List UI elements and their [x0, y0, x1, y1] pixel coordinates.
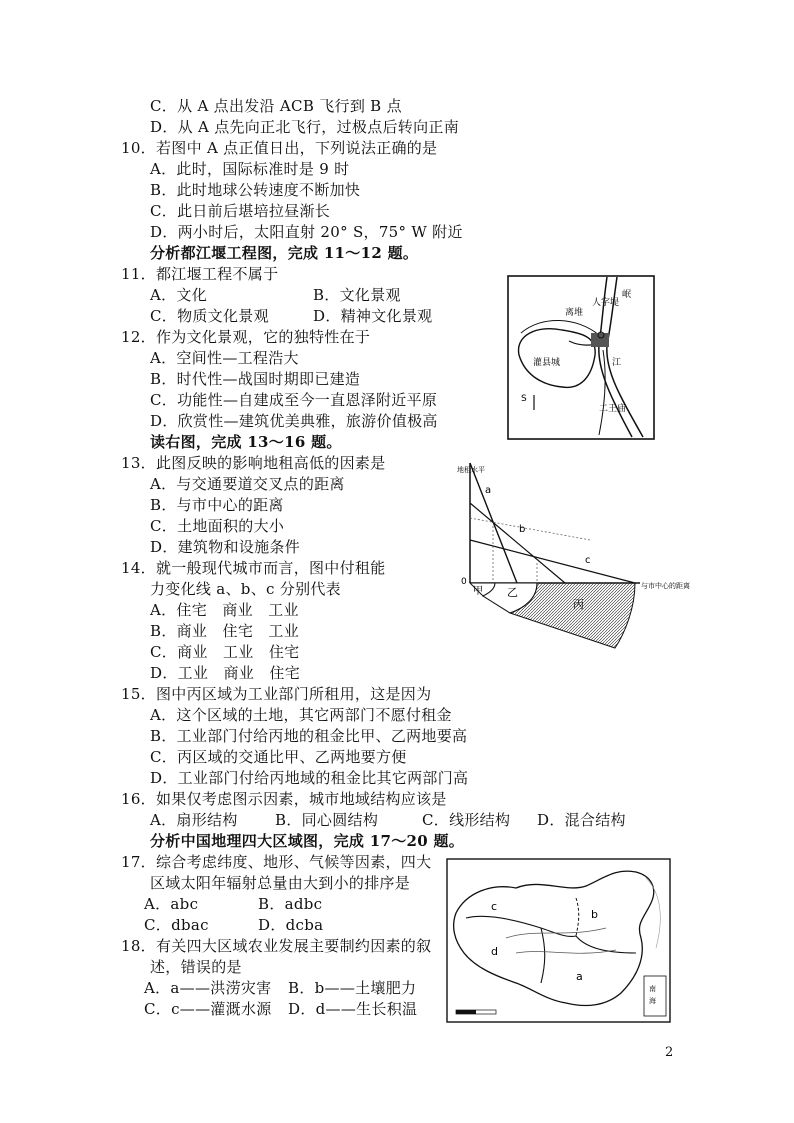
q17-option-a: A．abc [144, 895, 199, 913]
label-erwangmiao: 二王庙 [599, 404, 627, 414]
q11-option-c: C．物质文化景观 [150, 307, 269, 325]
q18-stem-cont: 述，错误的是 [150, 958, 242, 976]
q17-option-b: B．adbc [258, 895, 323, 913]
inset-label-nan: 南 [649, 985, 656, 993]
q17-option-d: D．dcba [258, 916, 324, 934]
q10-option-c: C．此日前后堪培拉昼渐长 [150, 202, 331, 220]
line-b [470, 503, 565, 583]
label-guanxian: 灌县城 [533, 358, 561, 368]
label-a: a [485, 485, 492, 496]
q14-option-a: A．住宅 商业 工业 [150, 601, 299, 619]
q16-option-b: B．同心圆结构 [275, 811, 379, 829]
q10-option-a: A．此时，国际标准时是 9 时 [150, 160, 350, 178]
q16-option-a: A．扇形结构 [150, 811, 238, 829]
q15-stem: 15．图中丙区域为工业部门所租用，这是因为 [121, 685, 432, 703]
dujiangyan-map [507, 275, 655, 440]
region-c-label: c [491, 900, 498, 913]
q14-option-d: D．工业 商业 住宅 [150, 664, 301, 682]
q17-stem: 17．综合考虑纬度、地形、气候等因素，四大 [121, 853, 432, 871]
y-axis-label: 地租水平 [457, 466, 485, 474]
q12-option-a: A．空间性—工程浩大 [150, 349, 299, 367]
section-intro-11-12: 分析都江堰工程图，完成 11～12 题。 [150, 244, 419, 262]
q18-option-a: A．a——洪涝灾害 [144, 979, 272, 997]
label-min: 岷 [622, 290, 632, 300]
weir-structure [591, 333, 609, 347]
q11-option-a: A．文化 [150, 286, 208, 304]
q18-option-c: C．c——灌溉水源 [144, 1000, 272, 1018]
q11-stem: 11．都江堰工程不属于 [121, 265, 279, 283]
q12-option-b: B．时代性—战国时期即已建造 [150, 370, 361, 388]
china-regions-map [446, 858, 671, 1023]
q12-stem: 12．作为文化景观，它的独特性在于 [121, 328, 371, 346]
q13-option-b: B．与市中心的距离 [150, 496, 284, 514]
q10-stem: 10．若图中 A 点正值日出，下列说法正确的是 [121, 139, 438, 157]
q11-option-b: B．文化景观 [313, 286, 401, 304]
q15-option-c: C．丙区域的交通比甲、乙两地要方便 [150, 748, 407, 766]
q15-option-d: D．工业部门付给丙地域的租金比其它两部门高 [150, 769, 469, 787]
q17-stem-cont: 区域太阳年辐射总量由大到小的排序是 [150, 874, 411, 892]
region-a-label: a [576, 970, 583, 983]
q18-option-b: B．b——土壤肥力 [288, 979, 417, 997]
south-sea-inset [644, 976, 666, 1016]
q9-option-c: C．从 A 点出发沿 ACB 飞行到 B 点 [150, 97, 402, 115]
label-jia: 甲 [473, 586, 483, 597]
label-c: c [585, 555, 591, 566]
q13-stem: 13．此图反映的影响地租高低的因素是 [121, 454, 386, 472]
q16-option-c: C．线形结构 [422, 811, 511, 829]
q18-option-d: D．d——生长积温 [288, 1000, 418, 1018]
q12-option-c: C．功能性—自建成至今一直恩泽附近平原 [150, 391, 438, 409]
label-bing: 丙 [573, 598, 584, 611]
q13-option-a: A．与交通要道交叉点的距离 [150, 475, 345, 493]
q14-stem-cont: 力变化线 a、b、c 分别代表 [150, 580, 341, 598]
label-lidui: 离堆 [565, 308, 584, 318]
q18-stem: 18．有关四大区域农业发展主要制约因素的叙 [121, 937, 432, 955]
page-number: 2 [665, 1045, 674, 1060]
q10-option-b: B．此时地球公转速度不断加快 [150, 181, 361, 199]
q13-option-d: D．建筑物和设施条件 [150, 538, 301, 556]
section-intro-13-16: 读右图，完成 13～16 题。 [150, 433, 342, 451]
inset-label-hai: 海 [649, 997, 656, 1005]
q11-option-d: D．精神文化景观 [313, 307, 433, 325]
label-yi: 乙 [507, 586, 518, 599]
origin-label: 0 [461, 577, 467, 587]
region-b-label: b [591, 908, 598, 921]
label-scale: S [521, 394, 527, 404]
line-c [470, 540, 635, 583]
region-d-label: d [491, 945, 498, 958]
q17-option-c: C．dbac [144, 916, 209, 934]
q16-option-d: D．混合结构 [537, 811, 626, 829]
q13-option-c: C．土地面积的大小 [150, 517, 285, 535]
q16-stem: 16．如果仅考虑图示因素，城市地域结构应该是 [121, 790, 447, 808]
x-axis-label: 与市中心的距离 [641, 582, 690, 590]
section-intro-17-20: 分析中国地理四大区域图，完成 17～20 题。 [150, 832, 465, 850]
q15-option-a: A．这个区域的土地，其它两部门不愿付租金 [150, 706, 452, 724]
q12-option-d: D．欣赏性—建筑优美典雅，旅游价值极高 [150, 412, 438, 430]
label-renzi-di: 人字堤 [592, 298, 620, 308]
q14-stem: 14．就一般现代城市而言，图中付租能 [121, 559, 386, 577]
rent-gradient-diagram [455, 458, 690, 653]
q15-option-b: B．工业部门付给丙地的租金比甲、乙两地要高 [150, 727, 468, 745]
label-jiang: 江 [612, 358, 622, 368]
label-b: b [519, 524, 526, 535]
q14-option-c: C．商业 工业 住宅 [150, 643, 300, 661]
q14-option-b: B．商业 住宅 工业 [150, 622, 300, 640]
q9-option-d: D．从 A 点先向正北飞行，过极点后转向正南 [150, 118, 459, 136]
q10-option-d: D．两小时后，太阳直射 20° S，75° W 附近 [150, 223, 463, 241]
